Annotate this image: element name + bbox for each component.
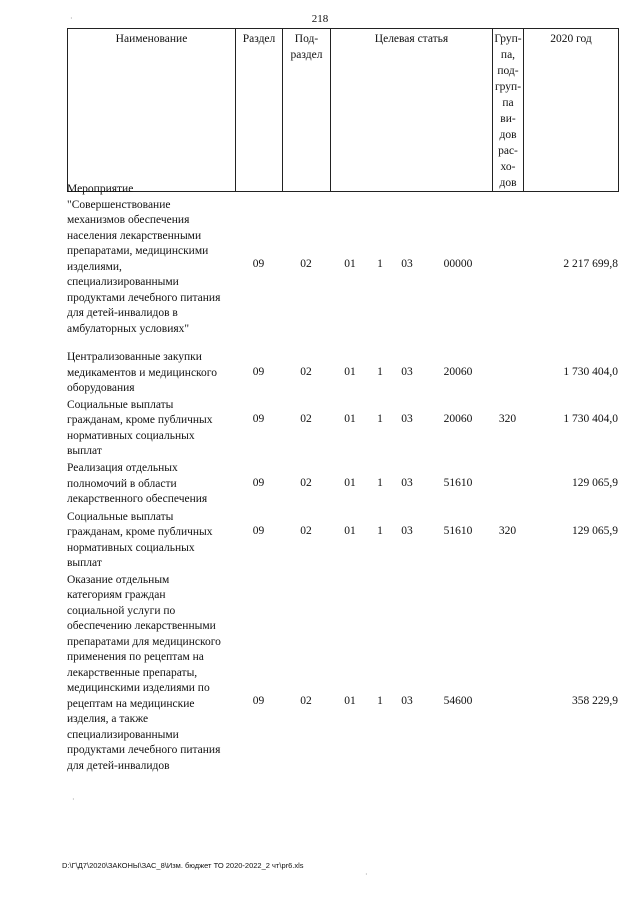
column-header-name: Наименование — [68, 29, 236, 192]
target-part1-cell: 01 — [344, 366, 356, 378]
razdel-cell: 09 — [252, 524, 265, 537]
amount-cell: 2 217 699,8 — [563, 258, 618, 270]
group-cell: 320 — [498, 412, 517, 425]
table-row — [67, 509, 618, 573]
target-part1-cell: 01 — [344, 258, 356, 270]
target-part2-cell: 1 — [377, 366, 383, 378]
group-cell: 320 — [498, 524, 517, 537]
amount-cell: 129 065,9 — [572, 524, 618, 537]
target-part4-cell: 00000 — [443, 258, 473, 270]
target-part1-cell: 01 — [344, 694, 356, 707]
amount-cell: 358 229,9 — [572, 694, 618, 707]
scan-speck: · — [365, 870, 368, 879]
page-number: 218 — [311, 13, 329, 25]
name-cell: Социальные выплаты гражданам, кроме публичных нормативных социальных выплат — [67, 510, 213, 569]
razdel-cell: 09 — [252, 258, 265, 270]
podrazdel-cell: 02 — [300, 694, 312, 707]
amount-cell: 1 730 404,0 — [563, 412, 618, 425]
podrazdel-cell: 02 — [300, 524, 312, 537]
target-part4-cell: 51610 — [443, 524, 473, 537]
target-part2-cell: 1 — [377, 524, 383, 537]
podrazdel-cell: 02 — [300, 476, 312, 489]
table-row — [67, 397, 618, 461]
scan-speck: · — [72, 795, 75, 804]
group-cell — [492, 573, 523, 775]
data-table — [67, 182, 618, 774]
name-cell: Реализация отдельных полномочий в области лекарственного обеспечения — [67, 462, 208, 506]
group-cell — [492, 461, 523, 509]
target-part3-cell: 03 — [401, 524, 413, 537]
column-header-target: Целевая статья — [331, 29, 493, 192]
table-row — [67, 182, 618, 350]
table-row — [67, 573, 618, 775]
table-header — [67, 28, 619, 192]
target-part2-cell: 1 — [377, 476, 383, 489]
target-part3-cell: 03 — [401, 476, 413, 489]
name-cell: Социальные выплаты гражданам, кроме публичных нормативных социальных выплат — [67, 398, 213, 457]
target-part1-cell: 01 — [344, 412, 356, 425]
target-part1-cell: 01 — [344, 524, 356, 537]
target-part2-cell: 1 — [377, 412, 383, 425]
razdel-cell: 09 — [252, 694, 265, 707]
column-header-podrazdel: Под- раздел — [283, 29, 331, 192]
scan-speck: · — [70, 14, 73, 23]
table-row — [67, 461, 618, 509]
target-part2-cell: 1 — [377, 694, 383, 707]
target-part4-cell: 20060 — [443, 366, 473, 378]
column-header-year: 2020 год — [524, 29, 619, 192]
target-part3-cell: 03 — [401, 366, 413, 378]
group-cell — [492, 350, 523, 397]
razdel-cell: 09 — [252, 412, 265, 425]
name-cell: Централизованные закупки медикаментов и медицинского оборудования — [67, 351, 217, 394]
target-part1-cell: 01 — [344, 476, 356, 489]
podrazdel-cell: 02 — [300, 258, 312, 270]
table-row — [67, 350, 618, 397]
column-header-razdel: Раздел — [236, 29, 283, 192]
name-cell: Оказание отдельным категориям граждан социальной услуги по обеспечению лекарственными препаратами для медицинского применения по рецептам на лекарственные препараты, медицинскими изделиями по рецептам на медицинские изделия, а также специализированными продуктами лечебного питания для детей-инвалидов — [67, 573, 221, 772]
footer-file-path: D:\Г\Д7\2020\ЗАКОНЫ\ЗАС_8\Изм. бюджет ТО 2020-2022_2 чт\pr6.xls — [62, 861, 304, 870]
target-part3-cell: 03 — [401, 412, 413, 425]
razdel-cell: 09 — [252, 366, 265, 378]
target-part4-cell: 51610 — [443, 476, 473, 489]
target-part3-cell: 03 — [401, 258, 413, 270]
amount-cell: 1 730 404,0 — [563, 366, 618, 378]
target-part4-cell: 54600 — [443, 694, 473, 707]
podrazdel-cell: 02 — [300, 412, 312, 425]
column-header-group: Груп- па, под- груп- па ви- дов рас- хо- дов — [493, 29, 524, 192]
podrazdel-cell: 02 — [300, 366, 312, 378]
target-part2-cell: 1 — [377, 258, 383, 270]
razdel-cell: 09 — [252, 476, 265, 489]
target-part3-cell: 03 — [401, 694, 413, 707]
name-cell: Мероприятие "Совершенствование механизмов обеспечения населения лекарственными препаратами, медицинскими изделиями, специализированными продуктами лечебного питания для детей-инвалидов в амбулаторных условиях" — [67, 183, 221, 335]
group-cell — [492, 182, 523, 350]
target-part4-cell: 20060 — [443, 412, 473, 425]
amount-cell: 129 065,9 — [572, 476, 618, 489]
